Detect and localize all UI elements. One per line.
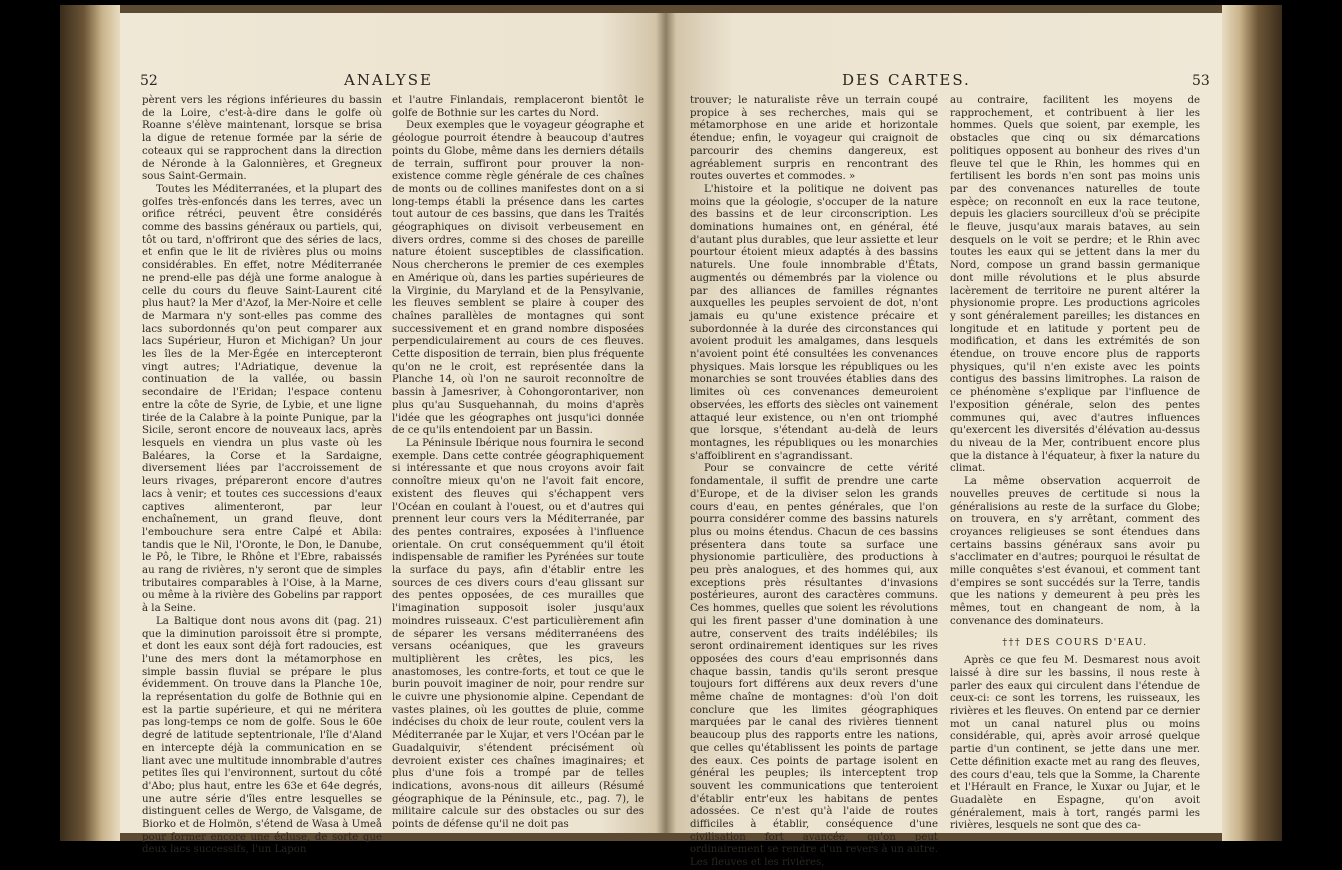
paragraph: et l'autre Finlandais, remplaceront bientôt le golfe de Bothnie sur les cartes du Nord.	[392, 95, 644, 119]
right-page	[666, 13, 1222, 869]
right-running-head: DES CARTES.	[842, 71, 971, 89]
paragraph: La même observation acquerroit de nouvelles preuves de certitude si nous la généralisions au reste de la surface du Globe; on trouvera, en s'y arrêtant, comment des croyances religieuses se sont étendues dans certains bassins généraux sans avoir pu s'acclimater en d'autres; pourquoi le résultat de mille conquêtes s'est évanoui, et comment tant d'empires se sont succédés sur la Terre, tandis que les nations y demeurent à peu près les mêmes, tout en changeant de nom, à la convenance des dominateurs.	[950, 476, 1200, 627]
paragraph: Pour se convaincre de cette vérité fondamentale, il suffit de prendre une carte d'Europe, et de la diviser selon les grands cours d'eau, en pentes générales, que l'on pourra considérer comme des bassins naturels plus ou moins étendus. Chacun de ces bassins présentera dans toute sa surface une physionomie particulière, des productions à peu près analogues, et des hommes qui, aux exceptions près résultantes d'invasions postérieures, auront des caractères communs. Ces hommes, quelles que soient les révolutions qui les firent passer d'une domination à une autre, conservent des traits indélébiles; ils seront ordinairement identiques sur les rives opposées des cours d'eau emprisonnés dans chaque bassin, tandis qu'ils seront presque toujours fort différens aux deux revers d'une même chaîne de montagnes: d'où l'on doit conclure que les limites géographiques marquées par le canal des rivières tiennent beaucoup plus des rapports entre les nations, que celles qu'établissent les points de partage des eaux. Ces points de partage isolent en général les peuples; ils interceptent trop souvent les communications que tenteroient d'établir entr'eux les habitans de pentes adossées. Ce n'est qu'à l'aide de routes difficiles à établir, conséquence d'une civilisation fort avancée, qu'on peut ordinairement se rendre d'un revers à un autre. Les fleuves et les rivières,	[690, 463, 939, 869]
paragraph: au contraire, facilitent les moyens de rapprochement, et contribuent à lier les hommes. Quels que soient, par exemple, les obstacles que cinq ou six démarcations politiques opposent au bonheur des rives d'un fleuve tel que le Rhin, les hommes qui en fertilisent les bords n'en sont pas moins unis par des convenances naturelles de toute espèce; on reconnoît en eux la race teutone, depuis les glaciers sourcilleux d'où se précipite le fleuve, jusqu'aux marais bataves, au sein desquels on le voit se perdre; et le Rhin avec toutes les eaux qui se jettent dans la mer du Nord, compose un grand bassin germanique dont mille révolutions et le plus absurde lacèrement de territoire ne purent altérer la physionomie propre. Les productions agricoles y sont généralement pareilles; les distances en longitude et en latitude y portent peu de modification, et dans les extrémités de son étendue, on trouve encore plus de rapports physiques, qu'il n'en existe avec les points contigus des bassins limitrophes. La raison de ce phénomène s'explique par l'influence de l'exposition générale, selon des pentes communes qui, avec d'autres influences qu'exercent les diversités d'élévation au-dessus du niveau de la Mer, contribuent encore plus que la distance à l'équateur, à fixer la nature du climat.	[950, 95, 1200, 475]
left-column-2	[392, 95, 644, 832]
open-book	[60, 5, 1282, 869]
paragraph: Après ce que feu M. Desmarest nous avoit laissé à dire sur les bassins, il nous reste à parler des eaux qui circulent dans l'étendue de ceux-ci: ce sont les torrens, les ruisseaux, les rivières et les fleuves. On entend par ce dernier mot un canal naturel plus ou moins considérable, qui, après avoir arrosé quelque partie d'un continent, se jette dans une mer. Cette définition exacte met au rang des fleuves, des cours d'eau, tels que la Somme, la Charente et l'Hérault en France, le Xuxar ou Jujar, et le Guadalète en Espagne, qu'on avoit généralement, mais à tort, rangés parmi les rivières, lesquels ne sont que des ca-	[950, 655, 1200, 832]
page-stack-left	[60, 5, 120, 841]
left-page	[120, 13, 666, 856]
paragraph: L'histoire et la politique ne doivent pas moins que la géologie, s'occuper de la nature des bassins et de leur circonscription. Les dominations humaines ont, en général, été d'autant plus durables, que leur assiette et leur pourtour étoient mieux adaptés à des bassins naturels. Une foule innombrable d'États, augmentés ou démembrés par la violence ou par des alliances de familles régnantes auxquelles les peuples servoient de dot, n'ont jamais eu qu'une existence précaire et subordonnée à la durée des circonstances qui avoient produit les amalgames, dans lesquels n'avoient point été consultées les convenances physiques. Mais lorsque les républiques ou les monarchies se sont trouvées établies dans des limites où ces convenances demeuroient observées, les efforts des siècles ont vainement attaqué leur existence, ou n'en ont triomphé que lorsque, s'étendant au-delà de leurs montagnes, les républiques ou les monarchies s'affoiblirent en s'agrandissant.	[690, 183, 938, 462]
paragraph: La Baltique dont nous avons dit (pag. 21) que la diminution paroissoit être si prompte, et dont les eaux sont déjà fort radoucies, est l'une des mers dont la métamorphose en simple bassin fluvial se prépare le plus évidemment. On trouve dans la Planche 10e, la représentation du golfe de Bothnie qui en est la partie supérieure, et qui ne méritera pas long-temps ce nom de golfe. Sous le 60e degré de latitude septentrionale, l'île d'Aland en intercepte déjà la communication en se liant avec une multitude innombrable d'autres petites îles qui l'environnent, surtout du côté d'Abo; plus haut, entre les 63e et 64e degrés, une autre série d'îles entre lesquelles se distinguent celles de Wergo, de Valsgame, de Biorko et de Holmön, s'étend de Wasa à Umeå pour former encore une écluse, de sorte que deux lacs successifs, l'un Lapon	[142, 615, 382, 856]
left-running-head: ANALYSE	[344, 71, 433, 89]
right-column-2	[950, 95, 1200, 833]
paragraph: La Péninsule Ibérique nous fournira le second exemple. Dans cette contrée géographiquement si intéressante et que nous croyons avoir fait connoître mieux qu'on ne l'avoit fait encore, existent des fleuves qui s'échappent vers l'Océan en coulant à l'ouest, ou et d'autres qui prennent leur cours vers la Méditerranée, par des pentes contraires, exposées à l'influence orientale. On crut conséquemment qu'il étoit indispensable de ramifier les Pyrénées sur toute la surface du pays, afin d'établir entre les sources de ces divers cours d'eau glissant sur des pentes opposées, de ces murailles que l'imagination supposoit isoler jusqu'aux moindres ruisseaux. C'est particulièrement afin de séparer les versans méditerranéens des versans océaniques, que les graveurs multiplièrent les crêtes, les pics, les anastomoses, les contre-forts, et tout ce que le burin pouvoit imaginer de noir, pour rendre sur le cuivre une physionomie alpine. Cependant de vastes plaines, où les gouttes de pluie, comme indécises du choix de leur route, coulent vers la Méditerranée par le Xujar, et vers l'Océan par le Guadalquivir, s'étendent précisément où devroient exister ces chaînes imaginaires; et plus d'une fois a trompé par de telles indications, avons-nous dit ailleurs (Résumé géographique de la Péninsule, etc., pag. 7), le militaire calcule sur des obstacles ou sur des points de défense qu'il ne doit pas	[392, 437, 645, 831]
book-gutter	[656, 13, 676, 833]
left-column-1	[142, 95, 382, 857]
paragraph: Toutes les Méditerranées, et la plupart des golfes très-enfoncés dans les terres, avec un orifice rétréci, peuvent être considérés comme des bassins généraux ou partiels, qui, tôt ou tard, n'offriront que des séries de lacs, et enfin que le lit de rivières plus ou moins considérables. En effet, notre Méditerranée ne prend-elle pas déjà une forme analogue à celle du cours du fleuve Saint-Laurent cité plus haut? la Mer d'Azof, la Mer-Noire et celle de Marmara n'y sont-elles pas comme des lacs subordonnés qu'on peut comparer aux lacs Supérieur, Huron et Michigan? Un jour les îles de la Mer-Égée en intercepteront vingt autres; l'Adriatique, devenue la continuation de la vallée, ou bassin secondaire de l'Eridan; l'espace contenu entre la côte de Syrie, de Lybie, et une ligne tirée de la Calabre à la pointe Punique, par la Sicile, seront encore de nouveaux lacs, après lesquels en viendra un plus vaste où les Baléares, la Corse et la Sardaigne, diversement liées par l'accroissement de leurs rivages, prépareront encore d'autres lacs à venir; et toutes ces successions d'eaux captives alimenteront, par leur enchaînement, un grand fleuve, dont l'embouchure sera entre Calpé et Abila: tandis que le Nil, l'Oronte, le Don, le Danube, le Pô, le Tibre, le Rhône et l'Ebre, rabaissés au rang de rivières, n'y seront que de simples tributaires comparables à l'Oise, à la Marne, ou même à la rivière des Gobelins par rapport à la Seine.	[142, 183, 382, 615]
page-stack-right	[1222, 5, 1282, 841]
paragraph: trouver; le naturaliste rêve un terrain coupé propice à ses recherches, mais qui se métamorphose en une aride et horizontale étendue; enfin, le voyageur qui craignoit de parcourir des chemins dangereux, est agréablement surpris en rencontrant des routes ouvertes et commodes. »	[690, 95, 938, 183]
right-page-number: 53	[1192, 73, 1210, 89]
paragraph: pèrent vers les régions inférieures du bassin de la Loire, c'est-à-dire dans le golfe où Roanne s'élève maintenant, lorsque se brisa la digue de retenue formée par la série de coteaux qui se rapprochent dans la direction de Néronde à la Galonnières, et Gregneux sous Saint-Germain.	[142, 95, 382, 183]
paragraph: Deux exemples que le voyageur géographe et géologue pourroit étendre à beaucoup d'autres points du Globe, même dans les derniers détails de terrain, suffiront pour prouver la non-existence comme règle générale de ces chaînes de monts ou de collines manifestes dont on a si long-temps établi la présence dans les cartes tout autour de ces bassins, que dans les Traités géographiques on divisoit verbeusement en divers ordres, comme si des choses de pareille nature étoient susceptibles de classification. Nous chercherons le premier de ces exemples en Amérique où, dans les parties supérieures de la Virginie, du Maryland et de la Pensylvanie, les fleuves semblent se plaire à couper des chaînes parallèles de montagnes qui sont successivement et en grand nombre disposées perpendiculairement au cours de ces fleuves. Cette disposition de terrain, bien plus fréquente qu'on ne le croit, est représentée dans la Planche 14, où l'on ne sauroit reconnoître de bassin à Jamesriver, à Cohongorontariver, non plus qu'au Susquehannah, du moins d'après l'idée que les géographes ont jusqu'ici donnée de ce qu'ils entendoient par un Bassin.	[392, 120, 644, 437]
section-heading: ††† DES COURS D'EAU.	[1002, 636, 1148, 648]
right-column-1	[690, 95, 938, 870]
left-page-number: 52	[140, 73, 158, 89]
